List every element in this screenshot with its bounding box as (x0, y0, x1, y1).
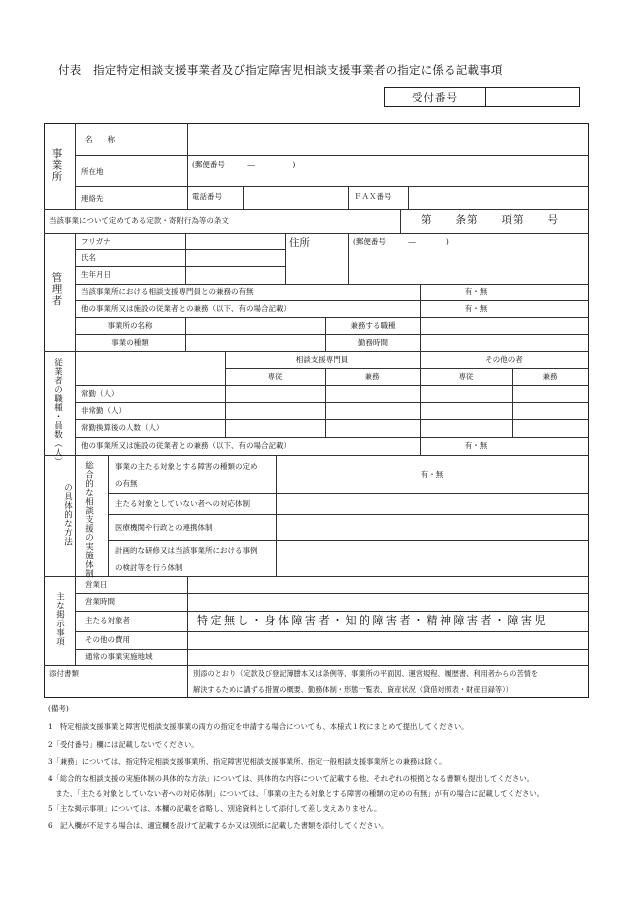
system-row-training-a: 計画的な研修又は当該事業所における事例 (115, 546, 258, 555)
system-row-training-b: の検討等を行う体制 (115, 563, 183, 572)
other-staff-header: その他の者 (485, 355, 523, 364)
manager-business-type-label: 事業の種類 (111, 338, 149, 347)
manager-dob-label: 生年月日 (81, 270, 111, 279)
receipt-number-field[interactable] (486, 88, 579, 106)
attachments-line-2: 解決するために講ずる措置の概要、勤務体制・形態一覧表、資産状況（貸借対照表・財産目録等）） (193, 685, 513, 694)
specialist-fulltime-header: 専従 (267, 372, 283, 381)
system-heading-outer: の具体的な方法 (62, 483, 73, 546)
regulation-article[interactable]: 第 条第 項第 号 (421, 214, 559, 226)
form-title: 付表 指定特定相談支援事業者及び指定障害児相談支援事業者の指定に係る記載事項 (58, 63, 503, 77)
manager-heading: 管理者 (50, 272, 63, 307)
note-item: 2「受付番号」欄には記載しないでください。 (48, 740, 199, 749)
system-target-types-yes-no[interactable]: 有・無 (420, 470, 444, 479)
system-row-nontarget: 主たる対象としていない者への対応体制 (115, 499, 250, 508)
business-hours-label: 営業時間 (85, 597, 115, 606)
other-fulltime-header: 専従 (458, 372, 474, 381)
receipt-number-box (384, 87, 580, 107)
staff-heading: 従業者の職種・員数（人） (52, 358, 63, 466)
office-contact-label: 連絡先 (81, 194, 104, 203)
other-fees-label: その他の費用 (85, 635, 130, 644)
staff-regular-label: 常勤（人） (81, 389, 119, 398)
staff-concurrent-other-label: 他の事業所又は施設の従業者との兼務（以下、有の場合記載） (81, 441, 291, 450)
service-area-label: 通常の事業実施地域 (85, 652, 153, 661)
concurrent-other-yes-no[interactable]: 有・無 (464, 304, 488, 313)
note-item: 3「兼務」については、指定特定相談支援事業所、指定障害児相談支援事業所、指定一般相談支援事業所との兼務は除く。 (48, 757, 447, 766)
office-name-label: 名 称 (85, 135, 115, 144)
system-heading-inner: 総合的な相談支援の実施体制 (83, 461, 94, 578)
business-days-label: 営業日 (85, 580, 108, 589)
office-phone-label: 電話番号 (192, 192, 222, 201)
main-target-label: 主たる対象者 (85, 616, 130, 625)
regulation-label: 当該事業について定めてある定款・寄附行為等の条文 (49, 216, 229, 225)
note-item: また、「主たる対象としていない者への対応体制」については、「事業の主たる対象とする障害の種類の定めの有無」が有の場合に記載してください。 (48, 789, 545, 798)
note-item: 6 記入欄が不足する場合は、適宜欄を設けて記載するか又は別紙に記載した書類を添付してください。 (48, 821, 389, 830)
manager-job-label: 兼務する職種 (350, 321, 396, 330)
concurrent-specialist-yes-no[interactable]: 有・無 (464, 287, 488, 296)
system-row-cooperation: 医療機関や行政との連携体制 (115, 523, 213, 532)
specialist-header: 相談支援専門員 (295, 355, 349, 364)
concurrent-specialist-label: 当該事業所における相談支援専門員との兼務の有無 (81, 287, 254, 296)
office-address-label: 所在地 (81, 167, 104, 176)
note-item: 5「主な掲示事項」については、本欄の記載を省略し、別途資料として添付して差し支えありません。 (48, 804, 382, 813)
note-item: 1 特定相談支援事業と障害児相談支援事業の両方の指定を申請する場合についても、本様式１枚にまとめて提出してください。 (48, 722, 469, 731)
office-postal-code[interactable]: (郵便番号 ― ) (192, 160, 296, 169)
specialist-concurrent-header: 兼務 (364, 372, 380, 381)
concurrent-other-label: 他の事業所又は施設の従業者との兼務（以下、有の場合記載） (81, 304, 291, 313)
manager-furigana-label: フリガナ (81, 237, 111, 246)
manager-hours-label: 勤務時間 (358, 338, 388, 347)
system-row-target-types-a: 事業の主たる対象とする障害の種類の定め (115, 462, 258, 471)
attachments-line-1: 別添のとおり（定款及び登記簿謄本又は条例等、事業所の平面図、運営規程、履歴書、利用者からの苦情を (193, 669, 539, 678)
manager-name-label: 氏名 (81, 253, 96, 262)
manager-address-label: 住所 (289, 237, 310, 249)
office-fax-label: ＦＡＸ番号 (354, 192, 392, 201)
main-target-options[interactable]: 特定無し・身体障害者・知的障害者・精神障害者・障害児 (197, 614, 548, 627)
manager-postal-code[interactable]: (郵便番号 ― ) (353, 237, 449, 246)
staff-fte-label: 常勤換算後の人数（人） (81, 423, 164, 432)
system-row-target-types-b: の有無 (115, 479, 138, 488)
office-heading: 事業所 (50, 148, 63, 183)
notes-heading: (備考) (48, 704, 69, 713)
receipt-number-label: 受付番号 (385, 88, 486, 106)
other-concurrent-header: 兼務 (542, 372, 558, 381)
main-notices-heading: 主な掲示事項 (54, 592, 65, 646)
attachments-label: 添付書類 (49, 669, 79, 678)
staff-concurrent-yes-no[interactable]: 有・無 (464, 441, 488, 450)
manager-office-name-label: 事業所の名称 (107, 321, 153, 330)
note-item: 4「総合的な相談支援の実施体制の具体的な方法」については、具体的な内容について記載する他、それぞれの根拠となる書類も提出してください。 (48, 774, 534, 783)
staff-nonregular-label: 非常勤（人） (81, 406, 126, 415)
